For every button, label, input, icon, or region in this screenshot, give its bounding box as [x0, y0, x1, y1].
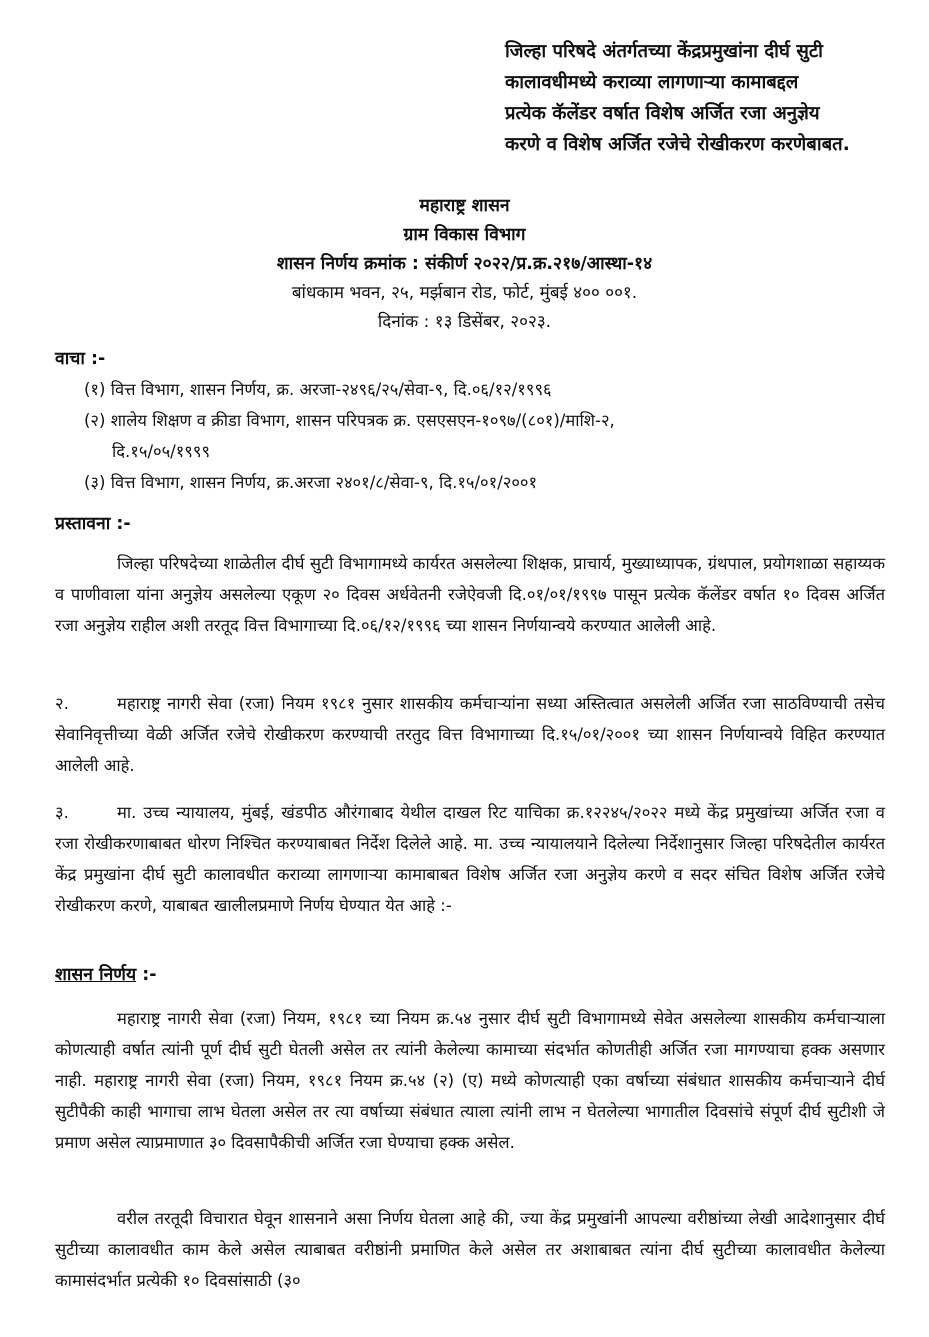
- government-name: महाराष्ट्र शासन: [419, 196, 510, 216]
- subject-line: करणे व विशेष अर्जित रजेचे रोखीकरण करणेबाबत.: [505, 134, 850, 155]
- reference-item: (१) वित्त विभाग, शासन निर्णय, क्र. अरजा-२४९६/२५/सेवा-९, दि.०६/१२/१९९६: [84, 380, 552, 399]
- paragraph-text: वरील तरतूदी विचारात घेवून शासनाने असा निर्णय घेतला आहे की, ज्या केंद्र प्रमुखांनी आपल्या वरीष्ठांच्या लेखी आदेशानुसार दीर्घ सुटीच्या कालावधीत काम केले असेल त्याबाबत वरीष्ठांनी प्रमाणित केले असेल तर अशाबाबत त्यांना दीर्घ सुटीच्या कालावधीत केलेल्या कामासंदर्भात प्रत्येकी १० दिवसांसाठी (३०: [55, 1209, 885, 1290]
- decision-heading-text: शासन निर्णय: [55, 965, 137, 985]
- subject-block: [505, 36, 895, 160]
- paragraph-text: महाराष्ट्र नागरी सेवा (रजा) नियम १९८१ नुसार शासकीय कर्मचाऱ्यांना सध्या अस्तित्वात असलेली अर्जित रजा साठविण्याची तसेच सेवानिवृत्तीच्या वेळी अर्जित रजेचे रोखीकरण करण्याची तरतुद वित्त विभागाच्या दि.१५/०१/२००१ च्या शासन निर्णयान्वये विहित करण्यात आलेली आहे.: [55, 694, 885, 775]
- references-heading: वाचा :-: [55, 349, 106, 369]
- preamble-paragraph-3: [55, 797, 885, 921]
- references-list: [84, 374, 884, 498]
- document-header: [0, 192, 929, 337]
- paragraph-text: महाराष्ट्र नागरी सेवा (रजा) नियम, १९८१ च्या नियम क्र.५४ नुसार दीर्घ सुटी विभागामध्ये सेवेत असलेल्या शासकीय कर्मचाऱ्याला कोणत्याही वर्षात त्यांनी पूर्ण दीर्घ सुटी घेतली असेल तर त्यांनी केलेल्या कामाच्या संदर्भात कोणतीही अर्जित रजा मागण्याचा हक्क असणार नाही. महाराष्ट्र नागरी सेवा (रजा) नियम, १९८१ नियम क्र.५४ (२) (ए) मध्ये कोणत्याही एका वर्षाच्या संबंधात शासकीय कर्मचाऱ्याने दीर्घ सुटीपैकी काही भागाचा लाभ घेतला असेल तर त्या वर्षाच्या संबंधात त्याला त्यांनी लाभ न घेतलेल्या भागातील दिवसांचे संपूर्ण दीर्घ सुटीशी जे प्रमाण असेल त्याप्रमाणात ३० दिवसापैकीची अर्जित रजा घेण्याचा हक्क असेल.: [55, 1009, 885, 1152]
- decision-paragraph-2: [55, 1203, 885, 1296]
- gr-number: शासन निर्णय क्रमांक : संकीर्ण २०२२/प्र.क्र.२१७/आस्था-१४: [276, 254, 653, 274]
- preamble-paragraph-1: [55, 548, 885, 641]
- reference-item: (२) शालेय शिक्षण व क्रीडा विभाग, शासन परिपत्रक क्र. एसएसएन-१०९७/(८०१)/माशि-२,: [84, 411, 615, 430]
- paragraph-text: मा. उच्च न्यायालय, मुंबई, खंडपीठ औरंगाबाद येथील दाखल रिट याचिका क्र.१२२४५/२०२२ मध्ये केंद्र प्रमुखांच्या अर्जित रजा व रजा रोखीकरणाबाबत धोरण निश्चित करण्याबाबत निर्देश दिलेले आहे. मा. उच्च न्यायालयाने दिलेल्या निर्देशानुसार जिल्हा परिषदेतील कार्यरत केंद्र प्रमुखांना दीर्घ सुटी कालावधीत कराव्या लागणाऱ्या कामाबाबत विशेष अर्जित रजा अनुज्ञेय करणे व सदर संचित विशेष अर्जित रजेचे रोखीकरण करणे, याबाबत खालीलप्रमाणे निर्णय घेण्यात येत आहे :-: [55, 803, 885, 915]
- reference-item: (३) वित्त विभाग, शासन निर्णय, क्र.अरजा २४०१/८/सेवा-९, दि.१५/०१/२००१: [84, 473, 538, 492]
- paragraph-text: जिल्हा परिषदेच्या शाळेतील दीर्घ सुटी विभागामध्ये कार्यरत असलेल्या शिक्षक, प्राचार्य, मुख्याध्यापक, ग्रंथपाल, प्रयोगशाळा सहाय्यक व पाणीवाला यांना अनुज्ञेय असलेल्या एकूण २० दिवस अर्धवेतनी रजेऐवजी दि.०१/०१/१९९७ पासून प्रत्येक कॅलेंडर वर्षात १० दिवस अर्जित रजा अनुज्ञेय राहील अशी तरतूद वित्त विभागाच्या दि.०६/१२/१९९६ च्या शासन निर्णयान्वये करण्यात आलेली आहे.: [55, 554, 885, 635]
- office-address: बांधकाम भवन, २५, मर्झबान रोड, फोर्ट, मुंबई ४०० ००१.: [291, 283, 638, 303]
- decision-paragraph-1: [55, 1003, 885, 1158]
- subject-line: प्रत्येक कॅलेंडर वर्षात विशेष अर्जित रजा अनुज्ञेय: [505, 103, 820, 124]
- paragraph-number: ३.: [55, 803, 69, 822]
- decision-heading: [55, 962, 156, 986]
- paragraph-number: २.: [55, 694, 69, 713]
- subject-line: जिल्हा परिषदे अंतर्गतच्या केंद्रप्रमुखांना दीर्घ सुटी: [505, 41, 823, 62]
- department-name: ग्राम विकास विभाग: [403, 225, 526, 245]
- preamble-heading: प्रस्तावना :-: [55, 514, 131, 534]
- reference-item-continued: दि.१५/०५/१९९९: [112, 442, 211, 461]
- preamble-paragraph-2: [55, 688, 885, 781]
- subject-line: कालावधीमध्ये कराव्या लागणाऱ्या कामाबद्दल: [505, 72, 799, 93]
- decision-heading-suffix: :-: [136, 965, 157, 985]
- document-date: दिनांक : १३ डिसेंबर, २०२३.: [377, 312, 552, 332]
